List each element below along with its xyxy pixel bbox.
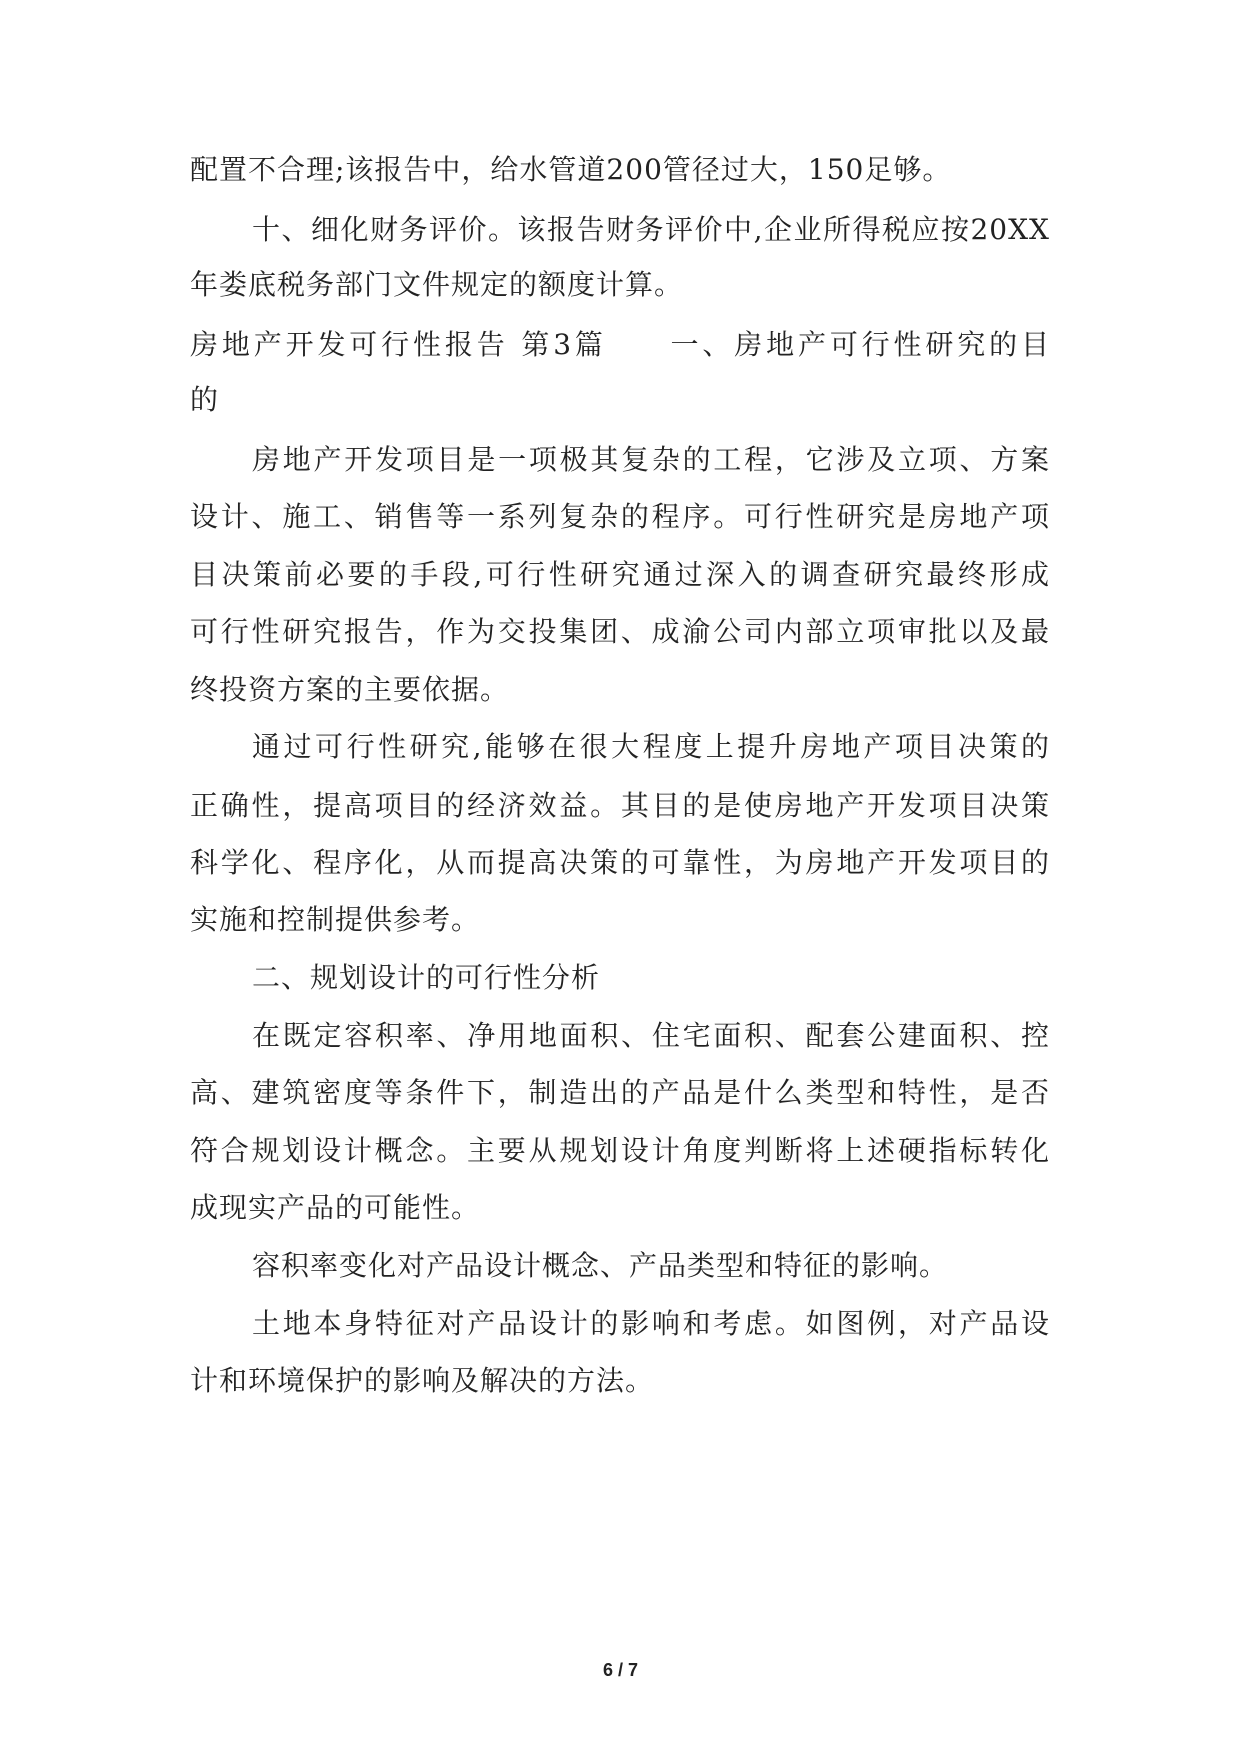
text-line: 房地产开发项目是一项极其复杂的工程，它涉及立项、方案 bbox=[252, 443, 1050, 476]
text-line: 计和环境保护的影响及解决的方法。 bbox=[190, 1364, 655, 1397]
text-line: 可行性研究报告，作为交投集团、成渝公司内部立项审批以及最 bbox=[190, 615, 1050, 648]
text-line: 设计、施工、销售等一系列复杂的程序。可行性研究是房地产项 bbox=[190, 500, 1050, 533]
page-number: 6 / 7 bbox=[602, 1660, 639, 1680]
text-line: 年娄底税务部门文件规定的额度计算。 bbox=[190, 268, 684, 301]
text-line: 符合规划设计概念。主要从规划设计角度判断将上述硬指标转化 bbox=[190, 1134, 1050, 1167]
text-line: 土地本身特征对产品设计的影响和考虑。如图例，对产品设 bbox=[252, 1307, 1050, 1340]
text-line: 实施和控制提供参考。 bbox=[190, 903, 481, 936]
text-line: 通过可行性研究,能够在很大程度上提升房地产项目决策的 bbox=[252, 730, 1050, 763]
text-line: 目决策前必要的手段,可行性研究通过深入的调查研究最终形成 bbox=[190, 558, 1050, 591]
text-line: 配置不合理;该报告中，给水管道200管径过大，150足够。 bbox=[190, 153, 952, 186]
text-line: 成现实产品的可能性。 bbox=[190, 1191, 481, 1224]
text-line: 在既定容积率、净用地面积、住宅面积、配套公建面积、控 bbox=[252, 1019, 1050, 1052]
text-line: 的 bbox=[190, 383, 220, 416]
text-line: 终投资方案的主要依据。 bbox=[190, 673, 510, 706]
subheading: 二、规划设计的可行性分析 bbox=[252, 961, 601, 994]
text-line: 容积率变化对产品设计概念、产品类型和特征的影响。 bbox=[252, 1249, 949, 1282]
text-line: 高、建筑密度等条件下，制造出的产品是什么类型和特性，是否 bbox=[190, 1076, 1050, 1109]
text-line: 科学化、程序化，从而提高决策的可靠性，为房地产开发项目的 bbox=[190, 846, 1050, 879]
section-heading: 房地产开发可行性报告 第3篇 一、房地产可行性研究的目 bbox=[190, 328, 1050, 361]
text-line: 正确性，提高项目的经济效益。其目的是使房地产开发项目决策 bbox=[190, 789, 1050, 822]
text-line: 十、细化财务评价。该报告财务评价中,企业所得税应按20XX bbox=[252, 213, 1050, 246]
